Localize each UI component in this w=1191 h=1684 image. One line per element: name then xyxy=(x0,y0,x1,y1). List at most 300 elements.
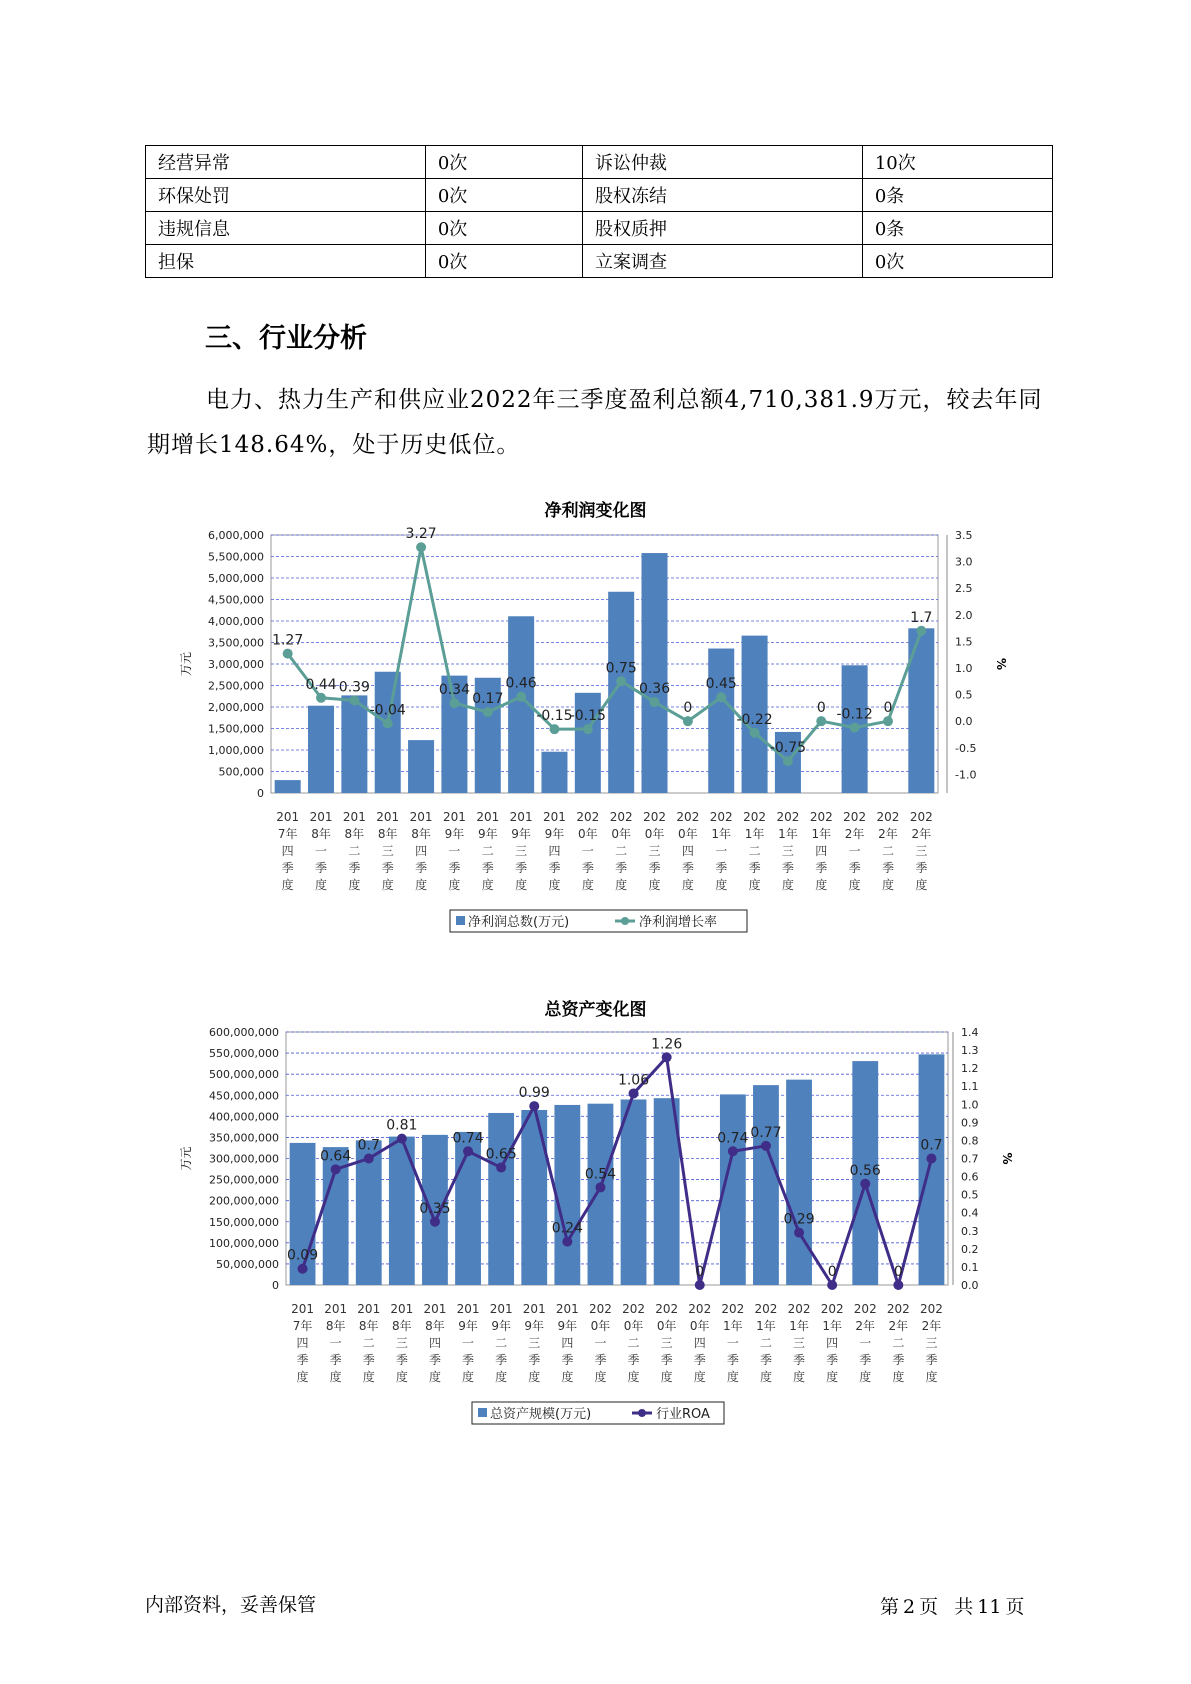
x-tick-label: 201 xyxy=(390,1302,414,1316)
line-point xyxy=(549,724,559,734)
x-tick-label: 度 xyxy=(693,1370,706,1384)
data-label: 0.46 xyxy=(505,675,537,692)
x-tick-label: 季 xyxy=(660,1353,673,1367)
x-tick-label: 201 xyxy=(342,810,366,824)
line-point xyxy=(496,1163,506,1173)
data-label: 0.7 xyxy=(357,1137,380,1154)
bar xyxy=(786,1080,812,1285)
total-assets-chart xyxy=(0,1020,1191,1465)
legend-bar-swatch xyxy=(478,1408,487,1417)
x-tick-label: 202 xyxy=(676,810,700,824)
x-tick-label: 202 xyxy=(776,810,800,824)
bar xyxy=(621,1099,647,1285)
x-tick-label: 0年 xyxy=(678,827,698,841)
data-label: 0.77 xyxy=(750,1124,782,1141)
x-tick-label: 9年 xyxy=(544,827,565,841)
line-point xyxy=(816,716,826,726)
line-point xyxy=(783,756,793,766)
line-point xyxy=(750,728,760,738)
line-point xyxy=(316,693,326,703)
x-tick-label: 三 xyxy=(395,1336,408,1350)
x-tick-label: 202 xyxy=(609,810,633,824)
y-tick-label: 300,000,000 xyxy=(209,1152,279,1166)
y2-tick-label: 0.2 xyxy=(961,1242,979,1256)
data-label: 0.36 xyxy=(638,681,671,698)
x-tick-label: 二 xyxy=(759,1336,772,1350)
x-tick-label: 度 xyxy=(281,878,294,892)
x-tick-label: 季 xyxy=(381,861,394,875)
x-tick-label: 202 xyxy=(787,1302,811,1316)
x-tick-label: 201 xyxy=(423,1302,447,1316)
data-label: 0.24 xyxy=(551,1220,583,1237)
x-tick-label: 季 xyxy=(915,861,928,875)
data-label: -0.22 xyxy=(736,711,773,728)
x-tick-label: 度 xyxy=(395,1370,408,1384)
y2-tick-label: 0.7 xyxy=(961,1152,979,1166)
table-value-cell: 0条 xyxy=(862,212,1052,245)
x-tick-label: 202 xyxy=(743,810,767,824)
table-value-cell: 0次 xyxy=(425,212,582,245)
x-tick-label: 四 xyxy=(548,844,561,858)
x-tick-label: 一 xyxy=(329,1336,342,1350)
x-tick-label: 四 xyxy=(815,844,828,858)
x-tick-label: 7年 xyxy=(292,1319,313,1333)
line-point xyxy=(583,724,593,734)
x-tick-label: 季 xyxy=(362,1353,375,1367)
x-tick-label: 202 xyxy=(643,810,666,824)
x-tick-label: 度 xyxy=(915,878,928,892)
line-point xyxy=(516,692,526,702)
x-tick-label: 三 xyxy=(915,844,928,858)
y2-tick-label: -0.5 xyxy=(955,741,977,755)
x-tick-label: 季 xyxy=(892,1353,905,1367)
x-tick-label: 季 xyxy=(793,1353,806,1367)
x-tick-label: 度 xyxy=(681,878,694,892)
y-tick-label: 550,000,000 xyxy=(209,1047,279,1061)
x-tick-label: 202 xyxy=(886,1302,910,1316)
x-tick-label: 季 xyxy=(925,1353,938,1367)
line-point xyxy=(595,1182,605,1192)
x-tick-label: 季 xyxy=(615,861,628,875)
table-row xyxy=(146,245,1053,278)
y-tick-label: 2,500,000 xyxy=(208,679,264,693)
x-tick-label: 8年 xyxy=(311,827,331,841)
x-tick-label: 1年 xyxy=(723,1319,743,1333)
y-tick-label: 200,000,000 xyxy=(209,1194,279,1208)
x-tick-label: 度 xyxy=(848,878,861,892)
chart2-title: 总资产变化图 xyxy=(544,1000,647,1020)
x-tick-label: 度 xyxy=(315,878,328,892)
x-tick-label: 度 xyxy=(815,878,828,892)
x-tick-label: 季 xyxy=(428,1353,441,1367)
x-tick-label: 8年 xyxy=(358,1319,379,1333)
y-tick-label: 350,000,000 xyxy=(209,1131,279,1145)
chart1-title: 净利润变化图 xyxy=(544,501,647,521)
bar xyxy=(541,752,567,793)
y-tick-label: 150,000,000 xyxy=(209,1215,279,1229)
table-row xyxy=(146,212,1053,245)
y2-tick-label: 1.1 xyxy=(961,1080,979,1094)
x-tick-label: 二 xyxy=(495,1336,508,1350)
x-tick-label: 度 xyxy=(415,878,428,892)
y2-tick-label: -1.0 xyxy=(955,768,977,782)
data-label: 0.81 xyxy=(386,1117,418,1134)
x-tick-label: 201 xyxy=(309,810,333,824)
line-point xyxy=(463,1146,473,1156)
data-label: 0 xyxy=(827,1264,837,1280)
x-tick-label: 2年 xyxy=(855,1319,876,1333)
x-tick-label: 2年 xyxy=(844,827,865,841)
y2-tick-label: 1.3 xyxy=(961,1044,979,1058)
table-row xyxy=(146,146,1053,179)
data-label: 0 xyxy=(883,700,893,717)
x-tick-label: 季 xyxy=(315,861,328,875)
data-label: 0.34 xyxy=(438,682,471,699)
x-tick-label: 季 xyxy=(481,861,494,875)
x-tick-label: 9年 xyxy=(524,1319,545,1333)
x-tick-label: 季 xyxy=(561,1353,574,1367)
x-tick-label: 季 xyxy=(681,861,694,875)
x-tick-label: 季 xyxy=(296,1353,309,1367)
x-tick-label: 度 xyxy=(781,878,794,892)
bar xyxy=(341,695,367,793)
x-tick-label: 9年 xyxy=(511,827,531,841)
y2-tick-label: 3.5 xyxy=(955,529,973,542)
x-tick-label: 202 xyxy=(576,810,600,824)
x-tick-label: 度 xyxy=(859,1370,872,1384)
y2-tick-label: 2.5 xyxy=(955,582,973,596)
line-point xyxy=(298,1264,308,1274)
table-label-cell: 股权质押 xyxy=(582,212,862,245)
y-tick-label: 450,000,000 xyxy=(209,1089,279,1103)
x-tick-label: 季 xyxy=(581,861,594,875)
legend-line-marker xyxy=(621,917,629,925)
data-label: -0.15 xyxy=(536,708,573,725)
x-tick-label: 度 xyxy=(495,1370,508,1384)
x-tick-label: 度 xyxy=(515,878,528,892)
x-tick-label: 三 xyxy=(648,844,661,858)
y2-axis-label: % xyxy=(1000,1152,1014,1165)
line-point xyxy=(926,1154,936,1164)
table-label-cell: 立案调查 xyxy=(582,245,862,278)
data-label: 1.7 xyxy=(910,609,933,626)
line-point xyxy=(449,698,459,708)
table-value-cell: 0次 xyxy=(862,245,1052,278)
data-label: 0.39 xyxy=(338,679,370,696)
data-label: 0.17 xyxy=(472,691,504,708)
x-tick-label: 一 xyxy=(462,1336,475,1350)
line-point xyxy=(916,626,926,636)
y-tick-label: 6,000,000 xyxy=(208,529,264,542)
x-tick-label: 0年 xyxy=(644,827,665,841)
x-tick-label: 0年 xyxy=(590,1319,611,1333)
x-tick-label: 202 xyxy=(688,1302,712,1316)
data-label: 0 xyxy=(683,700,693,717)
table-value-cell: 0次 xyxy=(425,146,582,179)
x-tick-label: 度 xyxy=(448,878,461,892)
y-tick-label: 3,500,000 xyxy=(208,636,264,650)
table-label-cell: 诉讼仲裁 xyxy=(582,146,862,179)
data-label: 1.26 xyxy=(651,1036,683,1053)
y-tick-label: 500,000,000 xyxy=(209,1068,279,1082)
data-label: 0.29 xyxy=(783,1211,815,1228)
risk-info-table xyxy=(145,145,1053,278)
section-paragraph: 电力、热力生产和供应业2022年三季度盈利总额4,710,381.9万元，较去年同期增长148.64%，处于历史低位。 xyxy=(147,387,1043,458)
net-profit-chart xyxy=(0,520,1191,965)
x-tick-label: 一 xyxy=(859,1336,872,1350)
x-tick-label: 度 xyxy=(329,1370,342,1384)
x-tick-label: 季 xyxy=(395,1353,408,1367)
x-tick-label: 度 xyxy=(528,1370,541,1384)
x-tick-label: 二 xyxy=(348,844,361,858)
x-tick-label: 季 xyxy=(759,1353,772,1367)
y2-tick-label: 0.4 xyxy=(961,1206,979,1220)
x-tick-label: 三 xyxy=(381,844,394,858)
y-tick-label: 5,500,000 xyxy=(208,550,264,564)
x-tick-label: 度 xyxy=(462,1370,475,1384)
data-label: 0.74 xyxy=(717,1130,749,1147)
line-point xyxy=(364,1154,374,1164)
data-label: 0 xyxy=(695,1264,705,1280)
x-tick-label: 四 xyxy=(561,1336,574,1350)
y-tick-label: 100,000,000 xyxy=(209,1236,279,1250)
y-tick-label: 50,000,000 xyxy=(216,1257,279,1271)
data-label: 0.44 xyxy=(305,676,337,693)
data-label: 1.06 xyxy=(617,1072,650,1089)
y2-tick-label: 0.5 xyxy=(955,688,973,702)
x-tick-label: 季 xyxy=(415,861,428,875)
table-label-cell: 违规信息 xyxy=(146,212,426,245)
y-tick-label: 4,500,000 xyxy=(208,593,264,607)
y-tick-label: 5,000,000 xyxy=(208,572,264,585)
data-label: 0.56 xyxy=(849,1162,881,1179)
line-point xyxy=(761,1141,771,1151)
line-point xyxy=(650,697,660,707)
x-tick-label: 0年 xyxy=(623,1319,644,1333)
data-label: 0.99 xyxy=(518,1085,550,1102)
x-tick-label: 8年 xyxy=(425,1319,445,1333)
x-tick-label: 202 xyxy=(843,810,867,824)
y-axis-label: 万元 xyxy=(179,651,193,677)
y2-tick-label: 1.4 xyxy=(961,1026,979,1039)
bar xyxy=(275,780,301,793)
x-tick-label: 9年 xyxy=(458,1319,478,1333)
x-tick-label: 9年 xyxy=(491,1319,511,1333)
x-tick-label: 四 xyxy=(415,844,428,858)
bar xyxy=(488,1113,514,1285)
x-tick-label: 202 xyxy=(754,1302,778,1316)
x-tick-label: 度 xyxy=(348,878,361,892)
x-tick-label: 度 xyxy=(793,1370,806,1384)
x-tick-label: 四 xyxy=(296,1336,309,1350)
x-tick-label: 一 xyxy=(315,844,328,858)
x-tick-label: 0年 xyxy=(578,827,598,841)
y2-tick-label: 0.5 xyxy=(961,1188,979,1202)
x-tick-label: 三 xyxy=(781,844,794,858)
table-value-cell: 10次 xyxy=(862,146,1052,179)
bar xyxy=(308,706,334,793)
bar xyxy=(521,1110,547,1285)
x-tick-label: 202 xyxy=(909,810,933,824)
x-tick-label: 度 xyxy=(759,1370,772,1384)
y2-tick-label: 0.1 xyxy=(961,1260,979,1274)
y-tick-label: 250,000,000 xyxy=(209,1173,279,1187)
line-point xyxy=(616,676,626,686)
line-point xyxy=(383,718,393,728)
x-tick-label: 季 xyxy=(693,1353,706,1367)
x-tick-label: 季 xyxy=(462,1353,475,1367)
x-tick-label: 1年 xyxy=(811,827,832,841)
x-tick-label: 三 xyxy=(925,1336,938,1350)
x-tick-label: 0年 xyxy=(611,827,631,841)
x-tick-label: 度 xyxy=(548,878,561,892)
x-tick-label: 一 xyxy=(848,844,861,858)
y-axis-label: 万元 xyxy=(179,1146,193,1171)
bar xyxy=(408,740,434,793)
x-tick-label: 度 xyxy=(826,1370,839,1384)
data-label: 0.64 xyxy=(320,1148,352,1165)
x-tick-label: 202 xyxy=(588,1302,612,1316)
y2-tick-label: 0.9 xyxy=(961,1116,979,1130)
x-tick-label: 三 xyxy=(528,1336,541,1350)
data-label: 0.54 xyxy=(584,1166,617,1183)
x-tick-label: 8年 xyxy=(392,1319,412,1333)
x-tick-label: 四 xyxy=(681,844,694,858)
x-tick-label: 三 xyxy=(793,1336,806,1350)
table-label-cell: 担保 xyxy=(146,245,426,278)
line-point xyxy=(893,1280,903,1290)
x-tick-label: 度 xyxy=(581,878,594,892)
line-point xyxy=(716,692,726,702)
x-tick-label: 季 xyxy=(627,1353,640,1367)
line-point xyxy=(349,695,359,705)
data-label: 0.74 xyxy=(452,1130,484,1147)
x-tick-label: 季 xyxy=(826,1353,839,1367)
x-tick-label: 1年 xyxy=(822,1319,842,1333)
line-point xyxy=(483,707,493,717)
x-tick-label: 1年 xyxy=(711,827,732,841)
x-tick-label: 四 xyxy=(826,1336,839,1350)
x-tick-label: 季 xyxy=(448,861,461,875)
line-point xyxy=(860,1179,870,1189)
x-tick-label: 2年 xyxy=(921,1319,942,1333)
x-tick-label: 季 xyxy=(329,1353,342,1367)
x-tick-label: 201 xyxy=(409,810,433,824)
y2-tick-label: 1.0 xyxy=(955,661,973,675)
y2-tick-label: 0.8 xyxy=(961,1134,979,1148)
x-tick-label: 202 xyxy=(809,810,833,824)
footer-confidential: 内部资料，妥善保管 xyxy=(145,1594,317,1616)
x-tick-label: 202 xyxy=(820,1302,844,1316)
y2-tick-label: 1.5 xyxy=(955,635,973,649)
line-point xyxy=(827,1280,837,1290)
x-tick-label: 201 xyxy=(456,1302,480,1316)
x-tick-label: 8年 xyxy=(377,827,398,841)
line-point xyxy=(562,1237,572,1247)
data-label: 3.27 xyxy=(405,526,437,543)
line-point xyxy=(416,542,426,552)
legend-bar-swatch xyxy=(456,916,465,925)
line-point xyxy=(283,649,293,659)
x-tick-label: 201 xyxy=(555,1302,579,1316)
line-point xyxy=(629,1088,639,1098)
x-tick-label: 季 xyxy=(348,861,361,875)
table-value-cell: 0条 xyxy=(862,179,1052,212)
x-tick-label: 季 xyxy=(781,861,794,875)
x-tick-label: 8年 xyxy=(344,827,365,841)
x-tick-label: 201 xyxy=(442,810,466,824)
y2-tick-label: 0.0 xyxy=(955,715,973,729)
y-tick-label: 500,000 xyxy=(218,765,264,779)
y-tick-label: 4,000,000 xyxy=(208,615,264,628)
x-tick-label: 四 xyxy=(693,1336,706,1350)
x-tick-label: 202 xyxy=(655,1302,679,1316)
x-tick-label: 度 xyxy=(428,1370,441,1384)
y2-axis-label: % xyxy=(994,657,1008,671)
x-tick-label: 度 xyxy=(481,878,494,892)
x-tick-label: 季 xyxy=(515,861,528,875)
line-point xyxy=(728,1146,738,1156)
x-tick-label: 季 xyxy=(748,861,761,875)
x-tick-label: 季 xyxy=(281,861,294,875)
x-tick-label: 二 xyxy=(362,1336,375,1350)
x-tick-label: 0年 xyxy=(656,1319,677,1333)
x-tick-label: 9年 xyxy=(444,827,465,841)
x-tick-label: 季 xyxy=(848,861,861,875)
y2-tick-label: 1.0 xyxy=(961,1098,979,1112)
x-tick-label: 度 xyxy=(362,1370,375,1384)
line-point xyxy=(683,716,693,726)
table-label-cell: 股权冻结 xyxy=(582,179,862,212)
x-tick-label: 201 xyxy=(509,810,533,824)
x-tick-label: 季 xyxy=(881,861,894,875)
x-tick-label: 201 xyxy=(291,1302,315,1316)
line-point xyxy=(695,1280,705,1290)
x-tick-label: 201 xyxy=(522,1302,546,1316)
x-tick-label: 2年 xyxy=(888,1319,909,1333)
x-tick-label: 度 xyxy=(627,1370,640,1384)
x-tick-label: 度 xyxy=(660,1370,673,1384)
x-tick-label: 1年 xyxy=(778,827,798,841)
section-title: 三、行业分析 xyxy=(205,323,367,354)
y-tick-label: 1,000,000 xyxy=(208,744,264,757)
x-tick-label: 二 xyxy=(881,844,894,858)
data-label: 0.65 xyxy=(485,1146,517,1163)
legend-label: 总资产规模(万元) xyxy=(490,1407,592,1422)
x-tick-label: 二 xyxy=(481,844,494,858)
legend-label: 净利润总数(万元) xyxy=(468,915,570,930)
x-tick-label: 二 xyxy=(892,1336,905,1350)
bar xyxy=(588,1104,614,1285)
data-label: 0.45 xyxy=(705,676,737,693)
x-tick-label: 202 xyxy=(876,810,900,824)
x-tick-label: 二 xyxy=(748,844,761,858)
x-tick-label: 度 xyxy=(925,1370,938,1384)
x-tick-label: 201 xyxy=(543,810,566,824)
x-tick-label: 1年 xyxy=(756,1319,776,1333)
bar xyxy=(642,553,668,793)
x-tick-label: 一 xyxy=(581,844,594,858)
x-tick-label: 1年 xyxy=(744,827,765,841)
line-point xyxy=(662,1052,672,1062)
x-tick-label: 四 xyxy=(428,1336,441,1350)
x-tick-label: 201 xyxy=(489,1302,513,1316)
x-tick-label: 季 xyxy=(648,861,661,875)
x-tick-label: 0年 xyxy=(689,1319,710,1333)
x-tick-label: 一 xyxy=(715,844,728,858)
x-tick-label: 度 xyxy=(892,1370,905,1384)
x-tick-label: 201 xyxy=(276,810,300,824)
